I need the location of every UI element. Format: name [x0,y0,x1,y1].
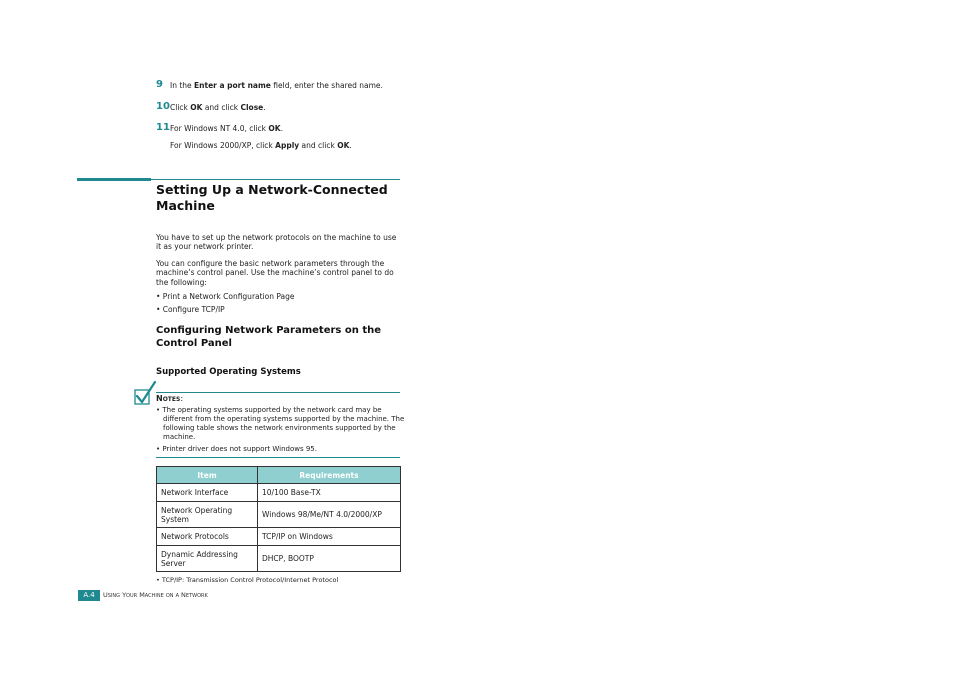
step-9-bold: Enter a port name [194,81,271,90]
step-text-9 [170,81,383,90]
table-cell: Network Operating System [157,502,258,528]
step-number-11: 11 [156,122,170,133]
table-row [157,502,401,528]
step-11-sub-bold2: OK [337,141,350,150]
table-header-item: Item [157,467,258,484]
notes-top-rule [156,392,400,393]
section-title: Setting Up a Network-Connected Machine [156,182,388,213]
step-9-pre: In the [170,81,195,90]
step-10-bold2: Close [240,103,264,112]
page-number-badge: A.4 [78,590,100,601]
table-cell: Dynamic Addressing Server [157,546,258,572]
step-11-bold: OK [268,124,281,133]
notes-label-first: N [156,394,163,403]
bullet-1: • Print a Network Configuration Page [156,292,295,301]
step-text-11 [170,124,283,133]
step-11-sub-mid: and click [299,141,338,150]
section-rule-thin [151,179,400,180]
table-row [157,546,401,572]
notes-bottom-rule [156,457,400,458]
table-row [157,484,401,502]
notes-label-colon: : [180,394,184,403]
table-footnote: • TCP/IP: Transmission Control Protocol/Internet Protocol [156,576,339,584]
step-11-sub-bold: Apply [275,141,300,150]
table-cell: Windows 98/Me/NT 4.0/2000/XP [258,502,401,528]
step-11-post: . [280,124,283,133]
step-9-post: field, enter the shared name. [270,81,383,90]
table-cell: DHCP, BOOTP [258,546,401,572]
step-number-9: 9 [156,79,163,90]
requirements-table [156,466,401,572]
notes-checkmark-icon [133,380,157,406]
step-11-sub-pre: For Windows 2000/XP, click [170,141,276,150]
step-11-pre: For Windows NT 4.0, click [170,124,269,133]
paragraph-2: You can configure the basic network parameters through the machine’s control panel. Use the machine’s control panel to do the following: [156,259,394,287]
step-11-sub-post: . [349,141,352,150]
step-11-sub-text [170,141,352,150]
table-row [157,528,401,546]
step-text-10 [170,103,266,112]
notes-label-rest: OTES [162,396,181,403]
bullet-2: • Configure TCP/IP [156,305,225,314]
subsection-title: Configuring Network Parameters on the Control Panel [156,325,382,349]
table-header-requirements: Requirements [258,467,401,484]
step-10-bold: OK [190,103,203,112]
step-10-pre: Click [170,103,191,112]
table-cell: 10/100 Base-TX [258,484,401,502]
notes-item-2: • Printer driver does not support Windows 95. [156,445,317,453]
table-cell: Network Interface [157,484,258,502]
section-rule-thick [77,178,151,181]
table-header-row [157,467,401,484]
step-10-post: . [263,103,266,112]
subsubsection-title: Supported Operating Systems [156,367,301,377]
step-10-mid: and click [202,103,241,112]
notes-item-1: • The operating systems supported by the network card may be different from the operating systems supported by the machine. The following table shows the network environments supported by the machine. [156,406,405,441]
table-cell: TCP/IP on Windows [258,528,401,546]
table-cell: Network Protocols [157,528,258,546]
footer-chapter-title: Using Your Machine on a Network [103,591,208,599]
step-number-10: 10 [156,101,170,112]
notes-label [156,394,183,403]
paragraph-1: You have to set up the network protocols on the machine to use it as your network printer. [156,233,397,252]
